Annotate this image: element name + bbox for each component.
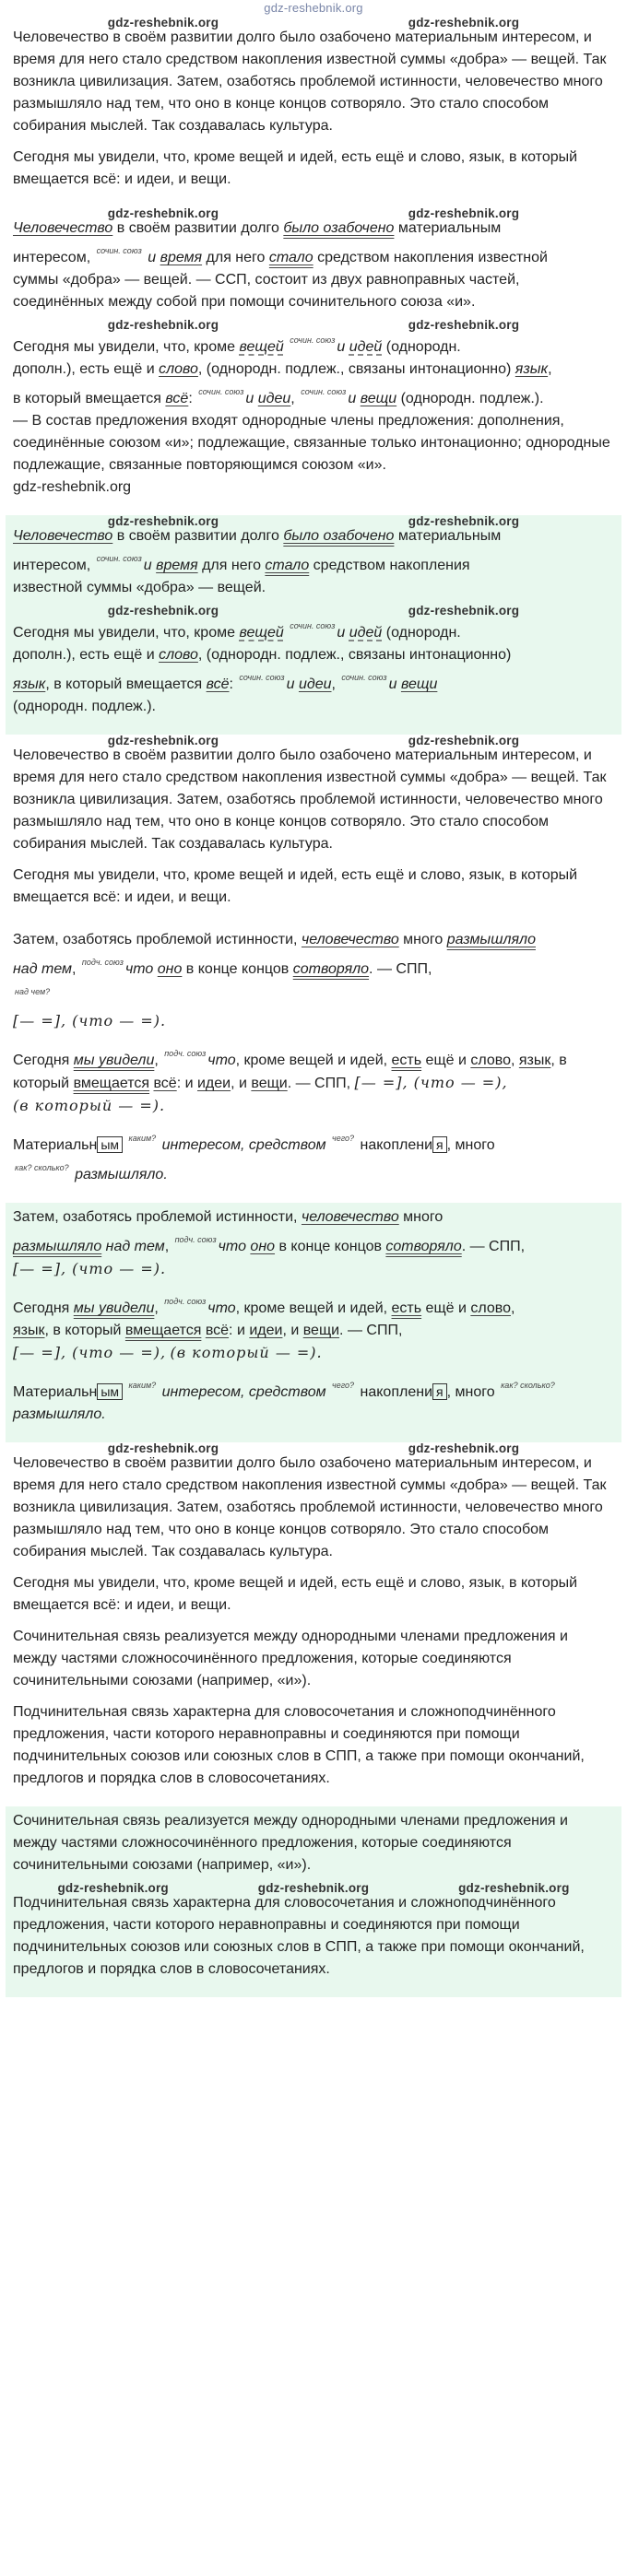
analysis-block-2 [6,515,621,735]
text-span: , [154,1300,163,1316]
subject-word: всё [206,676,230,692]
definition-subordination: Подчинительная связь характерна для словосочетания и сложноподчинённого предложения, части которого неравноправны и соединяются при помощи подчинительных союзов или союзных слов в СПП, а также при помощи окончаний, предлогов и порядка слов в словосочетаниях. [13,1895,585,1977]
text-span: : и [176,1076,197,1091]
question-note: над чем? [15,987,51,996]
paragraph-text-1: Человечество в своём развитии долго было озабочено материальным интересом, и время для него стало средством накопления известной суммы «добра» — вещей. Так возникла цивилизация. Затем, озаботясь проблемой истинности, человечество много размышляло над тем, что оно в конце концов сотворяло. Это стало способом собирания мыслей. Так создавалась культура. [13,29,607,134]
text-span: размышляло. [13,1406,106,1422]
text-span: средством накопления [309,558,470,573]
text-span: ещё и [421,1300,471,1316]
text-span: Сегодня мы увидели, что, кроме [13,625,240,641]
ending-box: ым [97,1136,123,1153]
spp-sentence-2 [13,1042,614,1118]
conj-word: и [337,625,346,641]
text-span: интересом, [13,558,95,573]
text-span: Затем, озаботясь проблемой истинности, [13,932,302,947]
text-span: дополн.), есть ещё и [13,361,160,377]
conj-note: сочин. союз [290,335,336,345]
text-span: , [290,391,300,406]
text-span: , [164,1239,173,1254]
watermark: gdz-reshebnik.org [408,514,520,528]
conj-note: сочин. союз [341,673,387,682]
site-link[interactable]: gdz-reshebnik.org [13,479,132,495]
watermark: gdz-reshebnik.org [107,1441,219,1455]
text-span: Затем, озаботясь проблемой истинности, [13,1209,302,1225]
analysis-sentence-2 [13,329,614,499]
sentence-scheme: (в который — =). [170,1344,323,1361]
spp-sentence-4 [13,1290,614,1365]
analysis-sentence-1 [13,218,614,313]
text-span: для него [202,250,269,265]
watermark: gdz-reshebnik.org [458,1881,570,1895]
conj-word: и [245,391,254,406]
subject-word: Человечество [13,220,113,236]
predicate-word: сотворяло [385,1239,462,1254]
subject-word: вещи [302,1323,340,1338]
text-block-2 [6,735,621,925]
analysis-block-3 [6,925,621,1203]
conj-note: сочин. союз [96,246,142,255]
definition-subordination: Подчинительная связь характерна для словосочетания и сложноподчинённого предложения, части которого неравноправны и соединяются при помощи подчинительных союзов или союзных слов в СПП, а также при помощи окончаний, предлогов и порядка слов в словосочетаниях. [13,1704,585,1786]
watermark: gdz-reshebnik.org [408,318,520,332]
subject-word: язык [13,1323,45,1338]
watermark: gdz-reshebnik.org [408,1441,520,1455]
text-span: накоплени [360,1384,432,1400]
conj-word: что [124,961,154,977]
subject-word: идеи [257,391,291,406]
phrase-analysis-1 [13,1127,614,1186]
subject-word: вещи [360,391,397,406]
conj-note: подч. союз [164,1049,207,1058]
watermark: gdz-reshebnik.org [408,206,520,220]
predicate-word: было озабочено [283,528,395,544]
conj-word: и [143,558,152,573]
question-note: чего? [332,1381,355,1390]
paragraph-text-2: Сегодня мы увидели, что, кроме вещей и идей, есть ещё и слово, язык, в который вмещается всё: и идеи, и вещи. [13,867,578,905]
analysis-block-1 [6,207,621,515]
text-span: , и [282,1323,303,1338]
text-span: средством накопления известной [313,250,548,265]
watermark: gdz-reshebnik.org [107,206,219,220]
subject-word: время [156,558,198,573]
text-span: (однородн. [382,625,461,641]
paragraph-text-1: Человечество в своём развитии долго было озабочено материальным интересом, и время для него стало средством накопления известной суммы «добра» — вещей. Так возникла цивилизация. Затем, озаботясь проблемой истинности, человечество много размышляло над тем, что оно в конце концов сотворяло. Это стало способом собирания мыслей. Так создавалась культура. [13,1455,607,1559]
subject-word: человечество [301,932,399,947]
text-span: интересом, средством [161,1137,326,1153]
text-span: Сегодня [13,1053,74,1068]
sentence-scheme: [— =], (что — =). [13,1260,167,1277]
text-span: . — СПП, [287,1076,355,1091]
analysis-sentence-3 [13,525,614,599]
paragraph-text-2: Сегодня мы увидели, что, кроме вещей и идей, есть ещё и слово, язык, в который вмещается всё: и идеи, и вещи. [13,1575,578,1613]
subject-word: язык [13,676,46,692]
predicate-word: есть [391,1300,422,1316]
text-span: , [331,676,340,692]
text-span: , в который вмещается [45,676,207,692]
text-span: , и [231,1076,252,1091]
predicate-word: сотворяло [292,961,370,977]
text-span: известной суммы «добра» — вещей. [13,580,266,595]
watermark: gdz-reshebnik.org [107,16,219,29]
conj-note: подч. союз [81,958,124,967]
conj-word: что [218,1239,246,1254]
text-span: , кроме вещей и идей, [235,1300,392,1316]
subject-word: всё [153,1076,177,1091]
conj-note: сочин. союз [290,621,336,630]
watermark: gdz-reshebnik.org [57,1881,169,1895]
text-span: : [188,391,197,406]
text-span: много [398,932,447,947]
text-span: , кроме вещей и идей, [235,1053,392,1068]
text-span: . — СПП, [369,961,432,977]
text-span: : [229,676,238,692]
paragraph-text-1: Человечество в своём развитии долго было озабочено материальным интересом, и время для него стало средством накопления известной суммы «добра» — вещей. Так возникла цивилизация. Затем, озаботясь проблемой истинности, человечество много размышляло над тем, что оно в конце концов сотворяло. Это стало способом собирания мыслей. Так создавалась культура. [13,747,607,852]
ending-box: я [432,1136,447,1153]
subject-word: всё [205,1323,230,1338]
object-word: вещей [239,339,284,355]
text-span: размышляло. [75,1167,168,1182]
text-span: Сегодня [13,1300,74,1316]
conj-word: что [207,1300,236,1316]
text-span: . — СПП, [461,1239,526,1254]
text-span: в своём развитии долго [112,528,284,544]
text-span: (однородн. [382,339,461,355]
predicate-word: вмещается [73,1076,150,1091]
predicate-word: вмещается [124,1323,202,1338]
text-line: суммы «добра» — вещей. — ССП, состоит из двух равноправных частей, соединённых между собой при помощи сочинительного союза «и». [13,272,520,310]
predicate-word: стало [265,558,310,573]
text-span: , [154,1053,163,1068]
subject-word: язык [515,361,549,377]
text-block-3 [6,1442,621,1806]
subject-word: слово [470,1300,511,1316]
question-note: каким? [128,1134,157,1143]
text-block-1 [6,17,621,207]
sentence-scheme: [— =], (что — =), [13,1344,167,1361]
watermark: gdz-reshebnik.org [408,604,520,618]
text-span: дополн.), есть ещё и [13,647,160,663]
text-span: в который вмещается [13,391,166,406]
subject-word: вещи [251,1076,288,1091]
text-span: Материальн [13,1384,98,1400]
predicate-word: есть [391,1053,422,1068]
site-header[interactable]: gdz-reshebnik.org [264,1,363,15]
definition-coordination: Сочинительная связь реализуется между однородными членами предложения и между частями сложносочинённого предложения, которые соединяются сочинительными союзами (например, «и»). [13,1629,568,1688]
conj-word: и [148,250,157,265]
text-block-4 [6,1806,621,1997]
question-note: как? сколько? [15,1163,69,1172]
spp-sentence-3 [13,1206,614,1281]
watermark: gdz-reshebnik.org [408,734,520,747]
predicate-word: размышляло [13,1239,102,1254]
ending-box: я [432,1383,447,1400]
text-span: , [72,961,80,977]
sentence-scheme: (в который — =). [13,1097,166,1114]
object-word: над тем [13,961,73,977]
text-span: , (однородн. подлеж., связаны интонационно) [197,647,512,663]
text-span: материальным [394,528,502,544]
question-note: каким? [128,1381,157,1390]
text-span: накоплени [360,1137,432,1153]
conj-note: подч. союз [174,1235,217,1244]
paragraph-text-2: Сегодня мы увидели, что, кроме вещей и идей, есть ещё и слово, язык, в который вмещается всё: и идеи, и вещи. [13,149,578,187]
subject-word: слово [159,361,198,377]
subject-word: всё [165,391,189,406]
conj-note: сочин. союз [301,387,347,396]
text-span: : и [229,1323,250,1338]
subject-word: слово [159,647,198,663]
conj-note: подч. союз [164,1297,207,1306]
text-span: интересом, средством [161,1384,326,1400]
object-word: над тем [105,1239,165,1254]
text-span: в своём развитии долго [112,220,284,236]
subject-word: оно [250,1239,276,1254]
question-note: чего? [332,1134,355,1143]
predicate-word: стало [268,250,314,265]
text-span: для него [197,558,266,573]
text-span: Сегодня мы увидели, что, кроме [13,339,240,355]
subject-word: человечество [301,1209,399,1225]
text-span: , [548,361,552,377]
analysis-sentence-4 [13,615,614,718]
conj-word: и [388,676,397,692]
ending-box: ым [97,1383,123,1400]
subject-word: время [160,250,203,265]
conj-word: и [337,339,346,355]
text-span: в конце концов [275,1239,386,1254]
text-span: , [510,1053,519,1068]
predicate-word: мы увидели [73,1053,155,1068]
text-span: , много [446,1384,495,1400]
watermark: gdz-reshebnik.org [107,604,219,618]
subject-word: язык [518,1053,551,1068]
subject-word: вещи [400,676,438,692]
object-word: вещей [239,625,284,641]
subject-word: оно [157,961,183,977]
analysis-block-4 [6,1203,621,1442]
predicate-word: мы увидели [73,1300,155,1316]
phrase-analysis-2 [13,1374,614,1426]
text-span: , (однородн. подлеж., связаны интонационно) [197,361,515,377]
watermark: gdz-reshebnik.org [257,1881,370,1895]
text-span: (однородн. подлеж.). [396,391,544,406]
text-span: , [510,1300,515,1316]
text-span: . — СПП, [339,1323,403,1338]
sentence-scheme: [— =], (что — =), [354,1074,508,1091]
conj-note: сочин. союз [198,387,244,396]
conj-word: и [348,391,357,406]
object-word: идей [349,625,383,641]
question-note: как? сколько? [501,1381,555,1390]
conj-word: и [286,676,295,692]
sentence-scheme: [— =], (что — =). [13,1012,167,1029]
text-span: , много [446,1137,495,1153]
text-span: , в [550,1053,567,1068]
text-span: который [65,1323,125,1338]
text-span: в конце концов [182,961,293,977]
subject-word: идеи [298,676,332,692]
watermark: gdz-reshebnik.org [107,514,219,528]
subject-word: идеи [249,1323,283,1338]
text-span: интересом, [13,250,95,265]
text-span: (однородн. подлеж.). [13,699,156,714]
predicate-word: было озабочено [283,220,395,236]
watermark: gdz-reshebnik.org [408,16,520,29]
predicate-word: размышляло [446,932,536,947]
conj-note: сочин. союз [96,554,142,563]
text-span: Материальн [13,1137,98,1153]
subject-word: слово [470,1053,511,1068]
conj-note: сочин. союз [239,673,285,682]
text-span: материальным [394,220,502,236]
definition-coordination: Сочинительная связь реализуется между однородными членами предложения и между частями сложносочинённого предложения, которые соединяются сочинительными союзами (например, «и»). [13,1813,568,1873]
text-span: , в [44,1323,61,1338]
watermark: gdz-reshebnik.org [107,318,219,332]
object-word: идей [349,339,383,355]
text-span: много [398,1209,444,1225]
text-line: — В состав предложения входят однородные члены предложения: дополнения, соединённые союзом «и»; подлежащие, связанные только интонационно; однородные подлежащие, связанные повторяющимся союзом «и». [13,413,610,473]
text-span: ещё и [421,1053,471,1068]
spp-sentence-1 [13,929,614,1033]
watermark: gdz-reshebnik.org [107,734,219,747]
text-span: который [13,1076,74,1091]
subject-word: идеи [196,1076,231,1091]
subject-word: Человечество [13,528,113,544]
conj-word: что [207,1053,236,1068]
